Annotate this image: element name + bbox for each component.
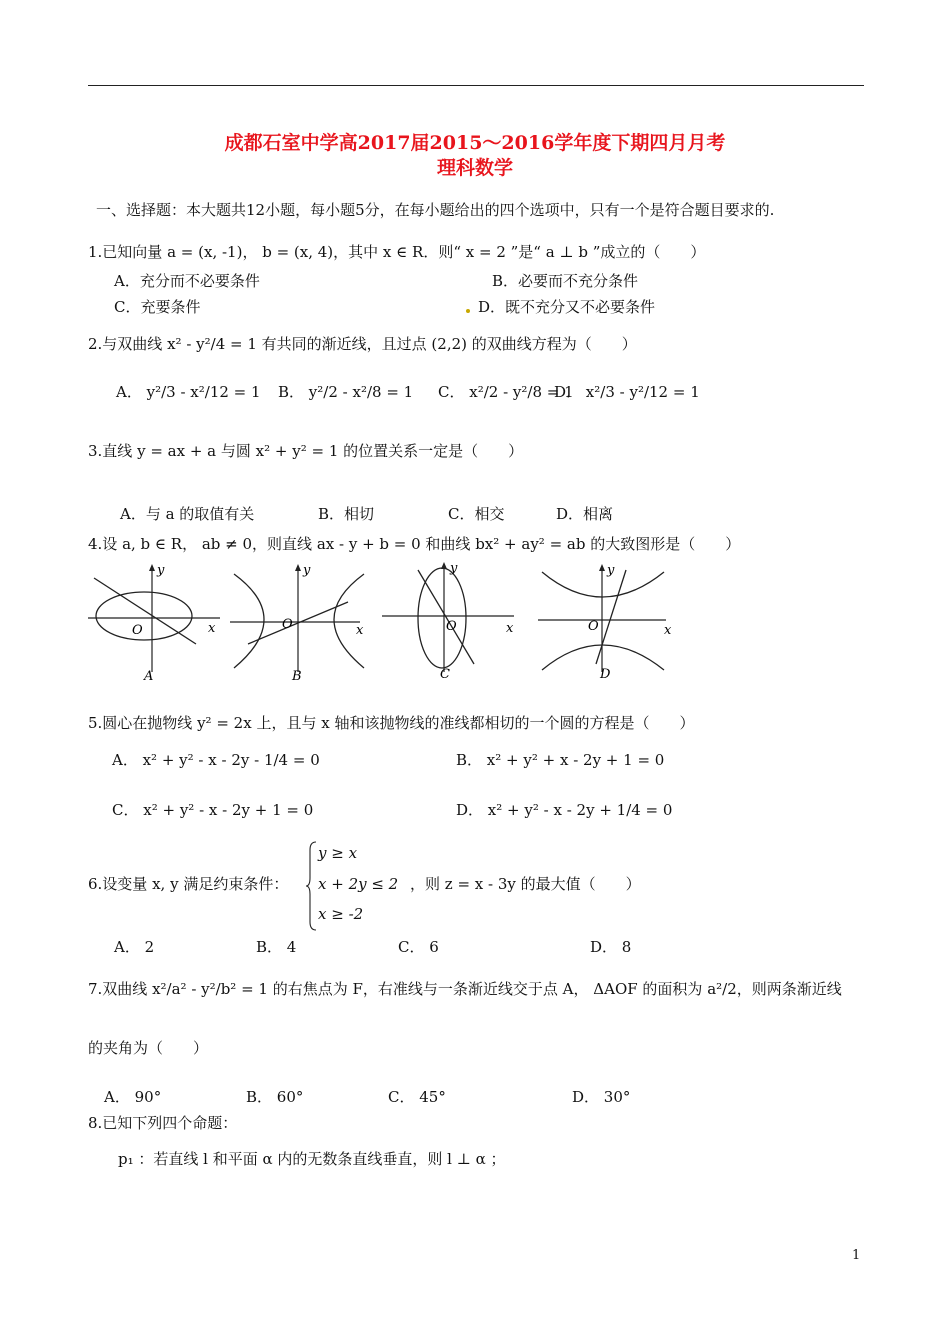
q4-a-y-label: y (157, 563, 165, 578)
q3-stem: 3.直线 y = ax + a 与圆 x² + y² = 1 的位置关系一定是（ ） (88, 442, 524, 460)
q4-stem: 4.设 a, b ∈ R， ab ≠ 0，则直线 ax - y + b = 0 和曲线 bx² + ay² = ab 的大致图形是（ ） (88, 535, 741, 553)
q1-option-a: A．充分而不必要条件 (114, 272, 260, 290)
q5-option-b: B． x² + y² + x - 2y + 1 = 0 (456, 751, 665, 769)
q2-option-c: C． x²/2 - y²/8 = 1 (438, 383, 574, 401)
q4-figure-d (538, 560, 678, 686)
q6-stem-post: ，则 z = x - 3y 的最大值（ ） (410, 875, 641, 893)
q4-c-label: C (440, 667, 450, 682)
q2-option-a: A． y²/3 - x²/12 = 1 (116, 383, 261, 401)
q4-b-y-label: y (303, 563, 311, 578)
q3-option-a: A．与 a 的取值有关 (120, 505, 255, 523)
q3-option-d: D．相离 (556, 505, 614, 523)
q4-b-origin-label: O (282, 617, 293, 632)
stray-dot (466, 309, 470, 313)
header-rule (88, 85, 864, 86)
q6-option-b: B． 4 (256, 938, 297, 956)
q6-option-c: C． 6 (398, 938, 439, 956)
q8-proposition-p1: p₁ ：若直线 l 和平面 α 内的无数条直线垂直，则 l ⊥ α ； (118, 1150, 506, 1168)
q5-option-c: C． x² + y² - x - 2y + 1 = 0 (112, 801, 314, 819)
q4-c-origin-label: O (446, 619, 457, 634)
section-heading: 一、选择题：本大题共12小题，每小题5分，在每小题给出的四个选项中，只有一个是符合题目要求的. (96, 201, 775, 219)
q1-option-c: C．充要条件 (114, 298, 201, 316)
q4-figure-a (88, 560, 228, 686)
q5-option-a: A． x² + y² - x - 2y - 1/4 = 0 (112, 751, 320, 769)
q2-option-b: B． y²/2 - x²/8 = 1 (278, 383, 414, 401)
q4-d-label: D (600, 667, 611, 682)
q2-stem: 2.与双曲线 x² - y²/4 = 1 有共同的渐近线，且过点 (2,2) 的双曲线方程为（ ） (88, 335, 637, 353)
q3-option-b: B．相切 (318, 505, 375, 523)
q6-stem-pre: 6.设变量 x, y 满足约束条件： (88, 875, 289, 893)
q2-option-d: D． x²/3 - y²/12 = 1 (554, 383, 700, 401)
q6-constraint-1: y ≥ x (318, 844, 358, 862)
q5-stem: 5.圆心在抛物线 y² = 2x 上，且与 x 轴和该抛物线的准线都相切的一个圆的方程是（ ） (88, 714, 695, 732)
q6-option-d: D． 8 (590, 938, 632, 956)
q7-option-a: A． 90° (104, 1088, 162, 1106)
q4-figure-b (228, 560, 374, 686)
q4-b-label: B (292, 669, 302, 684)
q7-option-d: D． 30° (572, 1088, 631, 1106)
q7-stem: 7.双曲线 x²/a² - y²/b² = 1 的右焦点为 F，右准线与一条渐近线交于点 A， ΔAOF 的面积为 a²/2，则两条渐近线 (88, 980, 842, 998)
q6-brace (306, 840, 318, 932)
q4-d-x-label: x (664, 623, 672, 638)
q7-option-c: C． 45° (388, 1088, 446, 1106)
q3-option-c: C．相交 (448, 505, 505, 523)
q4-d-y-label: y (607, 563, 615, 578)
q5-option-d: D． x² + y² - x - 2y + 1/4 = 0 (456, 801, 673, 819)
q1-option-b: B．必要而不充分条件 (492, 272, 639, 290)
page-number: 1 (852, 1248, 861, 1263)
q1-option-d: D．既不充分又不必要条件 (478, 298, 656, 316)
q4-a-x-label: x (208, 621, 216, 636)
exam-subtitle: 理科数学 (436, 157, 513, 179)
q4-a-label: A (144, 669, 154, 684)
q6-option-a: A． 2 (114, 938, 155, 956)
q7-stem-continued: 的夹角为（ ） (88, 1039, 209, 1057)
q4-c-y-label: y (450, 561, 458, 576)
q1-stem: 1.已知向量 a = (x, -1)， b = (x, 4)，其中 x ∈ R．则“ x = 2 ”是“ a ⊥ b ”成立的（ ） (88, 243, 706, 261)
q6-constraint-3: x ≥ -2 (318, 905, 364, 923)
exam-title: 成都石室中学高2017届2015～2016学年度下期四月月考 (224, 132, 726, 154)
q4-a-origin-label: O (132, 623, 143, 638)
q8-stem: 8.已知下列四个命题： (88, 1114, 238, 1132)
q4-c-x-label: x (506, 621, 514, 636)
q4-d-origin-label: O (588, 619, 599, 634)
q6-constraint-2: x + 2y ≤ 2 (318, 875, 399, 893)
q7-option-b: B． 60° (246, 1088, 304, 1106)
q4-figure-c (380, 560, 520, 686)
q4-b-x-label: x (356, 623, 364, 638)
